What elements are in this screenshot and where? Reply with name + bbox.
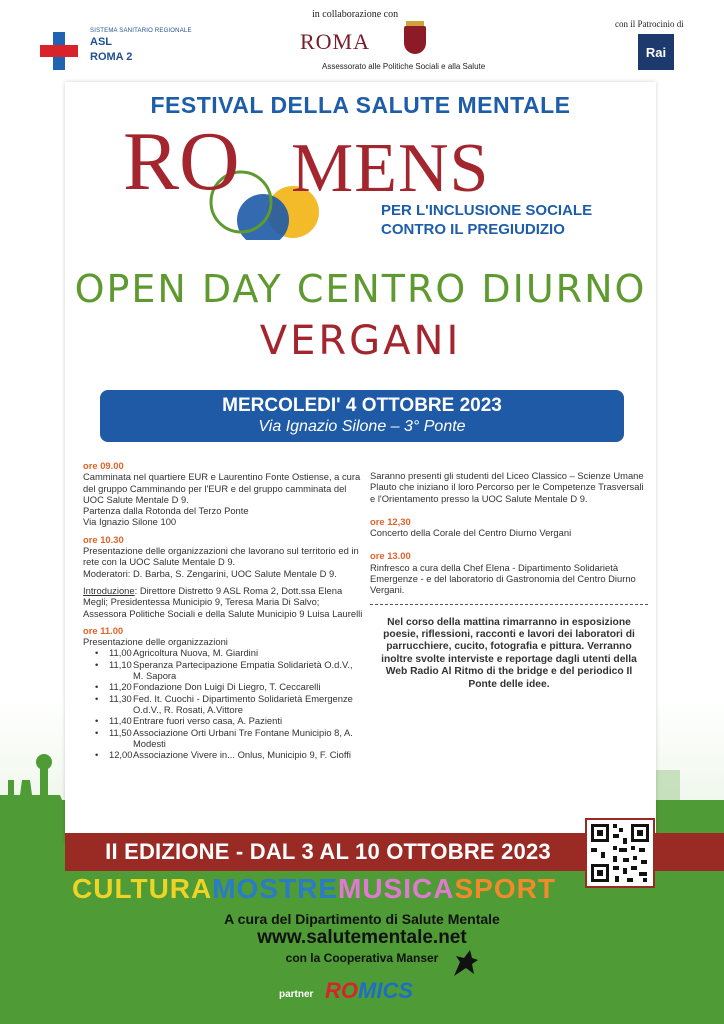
tagline-inclusion: PER L'INCLUSIONE SOCIALE	[381, 202, 593, 219]
asl-name: ASL	[90, 36, 112, 48]
program-text: Presentazione delle organizzazioni che lavorano sul territorio ed in rete con la UOC Salute Mentale D 9.	[83, 545, 359, 568]
event-title: OPEN DAY CENTRO DIURNO	[74, 267, 647, 311]
program-text: Saranno presenti gli studenti del Liceo Classico – Scienze Umane Plauto che iniziano il loro Percorso per le Competenze Trasversali e l'Orientamento presso la UOC Salute Mentale D 9.	[370, 470, 644, 504]
bullet-icon: •	[95, 692, 99, 704]
list-item: • 11,50 Associazione Orti Urbani Tre Fontane Municipio 8, A. Modesti	[95, 726, 353, 749]
romics-logo	[325, 978, 413, 1004]
bullet-icon: •	[95, 749, 99, 761]
program-left-column	[83, 460, 363, 766]
tagline-prejudice: CONTRO IL PREGIUDIZIO	[381, 221, 565, 238]
collaboration-label: in collaborazione con	[312, 9, 399, 20]
introduction-block	[83, 585, 363, 619]
program-text: Partenza dalla Rotonda del Terzo Ponte	[83, 505, 249, 517]
event-date: MERCOLEDI' 4 OTTOBRE 2023	[222, 395, 502, 416]
patrocinio-label: con il Patrocinio di	[615, 19, 684, 29]
divider	[370, 604, 648, 605]
romens-logo	[123, 115, 603, 240]
theme-mostre: MOSTRE	[212, 873, 339, 904]
romens-logo-mens: MENS	[291, 130, 490, 207]
asl-system-label: SISTEMA SANITARIO REGIONALE	[90, 28, 192, 34]
program-text: Presentazione delle organizzazioni	[83, 636, 228, 648]
romens-logo-ro: RO	[123, 115, 240, 208]
event-place: Via Ignazio Silone – 3° Ponte	[258, 418, 466, 435]
event-subtitle: VERGANI	[259, 318, 462, 364]
bullet-icon: •	[95, 681, 99, 693]
organizations-list	[95, 647, 363, 760]
program-right-column	[370, 470, 648, 691]
intro-label: Introduzione	[83, 584, 135, 596]
list-item: • 11,30 Fed. It. Cuochi - Dipartimento Solidarietà Emergenze O.d.V., R. Rosati, A.Vittore	[95, 692, 353, 715]
program-text: Moderatori: D. Barba, S. Zengarini, UOC Salute Mentale D 9.	[83, 567, 337, 579]
theme-cultura: CULTURA	[72, 873, 213, 904]
time-label: ore 13.00	[370, 550, 411, 562]
bullet-icon: •	[95, 658, 99, 670]
romics-ro: RO	[325, 978, 358, 1003]
program-text: Concerto della Corale del Centro Diurno Vergani	[370, 527, 572, 539]
closing-note: Nel corso della mattina rimarranno in esposizione poesie, riflessioni, racconti e lavori dei laboratori di parrucchiere, cucito, fotografia e pittura. Verranno inoltre svolte interviste e reportage dagli utenti della Web Radio Al Ritmo di the bridge e del periodico Il Ponte delle idee.	[381, 616, 637, 690]
qr-code-icon[interactable]	[585, 818, 655, 888]
list-item: • 11,40 Entrare fuori verso casa, A. Pazienti	[95, 715, 283, 727]
intro-text: : Direttore Distretto 9 ASL Roma 2, Dott.ssa Elena Megli; Presidentessa Municipio 9, Teresa Maria Di Salvo; Assessora Politiche Sociali e della Salute Municipio 9 Luisa Laurelli	[83, 584, 363, 619]
theme-words	[72, 873, 556, 905]
poster-card	[65, 82, 656, 842]
festival-title: FESTIVAL DELLA SALUTE MENTALE	[150, 92, 571, 118]
assessorato-label: Assessorato alle Politiche Sociali e alla Salute	[322, 62, 486, 71]
header	[0, 0, 724, 85]
time-label: ore 09.00	[83, 460, 124, 471]
asl-name-region: ROMA 2	[90, 51, 133, 63]
partner-label: partner	[279, 989, 314, 1000]
website-link[interactable]: www.salutementale.net	[257, 927, 467, 948]
theme-sport: SPORT	[454, 873, 556, 904]
organizer-label: A cura del Dipartimento di Salute Mentale	[224, 911, 500, 927]
list-item: • 11,20 Fondazione Don Luigi Di Liegro, T. Ceccarelli	[95, 681, 321, 693]
roma-logo-text: ROMA	[300, 29, 371, 54]
bullet-icon: •	[95, 726, 99, 738]
list-item: • 12,00 Associazione Vivere in... Onlus, Municipio 9, F. Cioffi	[95, 749, 351, 761]
date-banner	[100, 390, 624, 442]
edition-text: II EDIZIONE - DAL 3 AL 10 OTTOBRE 2023	[105, 839, 551, 864]
program-text: Via Ignazio Silone 100	[83, 516, 177, 528]
program-text: Camminata nel quartiere EUR e Laurentino Fonte Ostiense, a cura del gruppo Camminando per l'EUR e del gruppo camminata del UOC Salute Mentale D 9.	[83, 471, 361, 505]
medical-cross-icon	[40, 32, 78, 70]
program-text: Rinfresco a cura della Chef Elena - Dipartimento Solidarietà Emergenze - e del laboratorio di Gastronomia del Centro Diurno Vergani.	[370, 561, 636, 596]
rai-logo: Rai	[638, 34, 674, 70]
theme-musica: MUSICA	[338, 873, 455, 904]
time-label: ore 11.00	[83, 624, 124, 636]
romics-rest: MICS	[358, 978, 413, 1003]
bullet-icon: •	[95, 715, 99, 727]
time-label: ore 10.30	[83, 533, 124, 545]
bullet-icon: •	[95, 647, 99, 659]
manser-logo-icon	[450, 948, 480, 980]
list-item: • 11,00 Agricoltura Nuova, M. Giardini	[95, 647, 259, 659]
cooperative-label: con la Cooperativa Manser	[285, 951, 439, 965]
list-item: • 11,10 Speranza Partecipazione Empatia Solidarietà O.d.V., M. Sapora	[95, 658, 353, 682]
time-label: ore 12,30	[370, 515, 411, 527]
roma-coat-of-arms-icon	[404, 26, 426, 54]
